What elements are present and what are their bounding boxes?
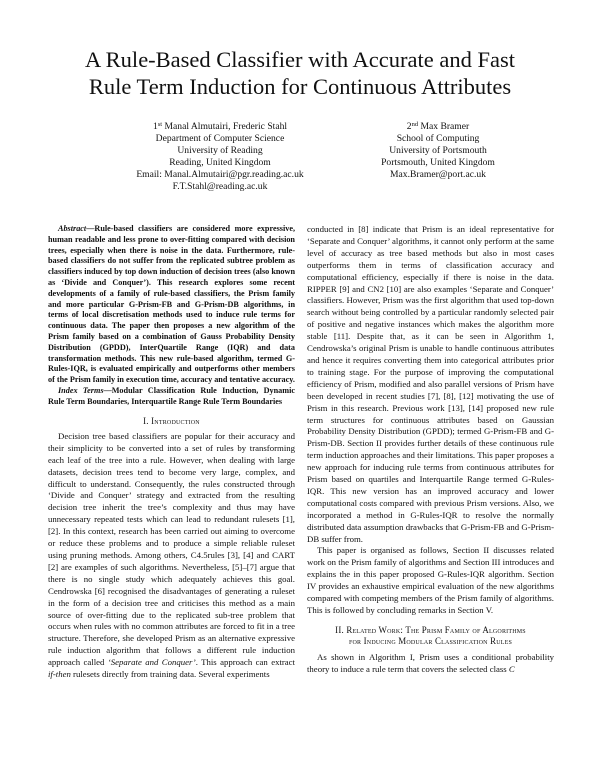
intro-paragraph [48,431,295,681]
index-terms [48,386,295,408]
author-univ-right: University of Portsmouth [389,145,487,157]
index-terms-text: —Modular Classification Rule Induction, Dynamic Rule Term Boundaries, Interquartile Range Rule Term Boundaries [48,385,296,406]
index-terms-label: Index Terms [58,385,104,395]
author-number-left: 1st [152,121,163,132]
intro-emphasis-1: ‘Separate and Conquer’ [107,657,196,668]
related-work-heading-line-2: for Inducing Modular Classification Rules [348,636,513,647]
author-block-left [95,119,345,194]
right-column [307,224,554,676]
intro-text-b: . This approach can extract [195,657,295,668]
abstract [48,224,295,386]
title-line-2: Rule Term Induction for Continuous Attributes [88,74,512,99]
intro-text-c: rulesets directly from training data. Several experiments [70,669,270,680]
abstract-label: Abstract [58,224,87,233]
section-heading-introduction: I. Introduction [143,415,200,426]
paper-title [30,46,570,100]
author-univ-left: University of Reading [177,145,263,157]
intro-text-a: Decision tree based classifiers are popular for their accuracy and their simplicity to be converted into a set of rules by transforming each leaf of the tree into a rule. However, when dealing with large datasets, decision trees tend to become very large, complex, and difficult to understand. Consequently, the rules constructed through ‘Divide and Conquer’ strategy and extracted from the resulting decision tree inherit the tree’s complexity and thus may have unnecessary repeated tests which can lead to redundant rulesets [1], [2]. In this context, research has been carried out aiming to overcome or reduce these problems and to produce a simple reliable ruleset using pruning methods. Among others, C4.5rules [3], [4] and CART [2] are examples of such algorithms. Nevertheless, [5]–[7] argue that there is no single study which adequately achieves this goal. Cendrowska [6] recognised the disadvantages of generating a ruleset in the form of a decision tree and criticises this method as a main source of over-fitting due to the replicated sub-tree problem that occurs when rules with no common attributes are forced to fit in a tree structure. Therefore, she developed Prism as an alternative expressive rule induction algorithm that follows a different rule induction approach called [48,430,295,668]
left-column [48,224,295,681]
section-heading-related-work [307,625,554,648]
author-email2-left: F.T.Stahl@reading.ac.uk [172,181,268,193]
body-paragraph-3 [307,652,554,676]
body-paragraph-2: This paper is organised as follows, Section II discusses related work on the Prism family of algorithms and Section III introduces and explains the in this paper proposed G-Rules-IQR algorithm. Section IV provides an exhaustive empirical evaluation of the new algorithms compared with competing members of the Prism family of algorithms. This is followed by concluding remarks in Section V. [307,545,554,615]
author-names-left [95,119,345,133]
related-work-heading-line-1: II. Related Work: The Prism Family of Algorithms [335,624,526,635]
author-dept-left: Department of Computer Science [155,133,285,145]
author-names-text-right: Max Bramer [420,121,470,132]
author-dept-right: School of Computing [396,133,480,145]
body-paragraph-3-emphasis: C [508,663,515,674]
title-line-1: A Rule-Based Classifier with Accurate and Fast [85,47,515,72]
author-names-text-left: Manal Almutairi, Frederic Stahl [164,121,288,132]
author-city-left: Reading, United Kingdom [169,157,271,169]
author-email-left: Email: Manal.Almutairi@pgr.reading.ac.uk [136,169,304,181]
body-paragraph-3-text: As shown in Algorithm I, Prism uses a conditional probability theory to induce a rule term that covers the selected class [307,651,554,674]
author-email-right: Max.Bramer@port.ac.uk [390,169,486,181]
author-number-right: 2nd [406,121,419,132]
abstract-text: —Rule-based classifiers are considered more expressive, human readable and less prone to over-fitting compared with decision trees, especially when there is noise in the data. Furthermore, rule-based classifiers do not suffer from the replicated subtree problem as classifiers induced by top down induction of decision trees (also known as ‘Divide and Conquer’). This research explores some recent developments of a family of rule-based classifiers, the Prism family and more particular G-Prism-FB and G-Prism-DB algorithms, in terms of local discretisation methods used to induce rule terms for continuous data. The paper then proposes a new algorithm of the Prism family based on a combination of Gauss Probability Density Distribution (GPDD), InterQuartile Range (IQR) and data transformation methods. This new rule-based algorithm, termed G-Rules-IQR, is evaluated empirically and outperforms other members of the Prism family in execution time, accuracy and tentative accuracy. [48,224,295,385]
author-city-right: Portsmouth, United Kingdom [381,157,495,169]
body-paragraph-1: conducted in [8] indicate that Prism is an ideal representative for ‘Separate and Conquer’ algorithms, it cannot only perform at the same level of accuracy as tree based methods but also in most cases outperforms them in terms of classification accuracy and computational efficiency, especially if there is noise in the data. RIPPER [9] and CN2 [10] are also examples ‘Separate and Conquer’ classifiers. However, Prism was the first algorithm that used top-down search without being controlled by a particular randomly selected pair of positive and negative instances which makes the algorithm more stable [11]. Despite that, as it can be seen in Algorithm 1, Cendrowska’s original Prism is unable to handle continuous attributes and hence it requires converting them into categorical attributes prior to training stage. For the purpose of improving the computational efficiency of Prism, modified and also parallel versions of Prism have been developed in recent studies [7], [8], [12] motivating the use of Prism in this research. Previous work [13], [14] proposed new rule term structures for continuous attributes based on Gaussian Probability Density Distribution (GPDD); termed G-Prism-FB and G-Prism-DB. Section II provides further details of these continuous rule term induction approaches and their limitations. This paper proposes a new approach for inducing rule terms from continuous attributes for Prism based on quartiles and Interquartile Range termed G-Rules-IQR. This new version has an improved accuracy and lower computational costs compared with previous Prism versions. Also, we incorporated a method in G-Rules-IQR to resolve the normally distributed data assumption drawbacks that G-Prism-FB and G-Prism-DB suffer from. [307,224,554,544]
author-block-right [338,119,538,181]
author-names-right [338,119,538,133]
intro-emphasis-2: if-then [48,669,71,680]
